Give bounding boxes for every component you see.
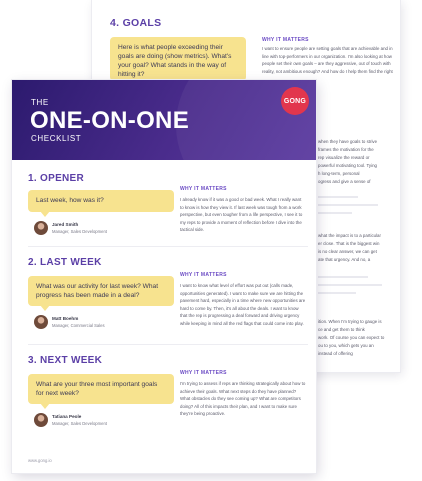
back-text-line <box>318 284 382 286</box>
person-name: Jared Smith <box>52 222 79 227</box>
back-text-fragment: powerful motivating tool. Tying <box>318 163 377 168</box>
person-role: Manager, Sales Development <box>52 229 107 234</box>
back-text-fragment: h long-term, personal <box>318 171 360 176</box>
back-text-line <box>318 292 356 294</box>
avatar <box>34 315 48 329</box>
back-text-fragment: ce and get them to think <box>318 327 365 332</box>
back-text-fragment: rep visualize the reward or <box>318 155 370 160</box>
back-text-fragment: ogress and give a sense of <box>318 179 371 184</box>
section-divider <box>28 246 308 247</box>
back-text-fragment: ate that urgency. And no, a <box>318 257 371 262</box>
section-title-next-week: 3. NEXT WEEK <box>28 355 103 366</box>
avatar <box>34 413 48 427</box>
why-label-last-week: WHY IT MATTERS <box>180 272 227 278</box>
back-text-fragment: is no clear answer, we can get <box>318 249 377 254</box>
why-text-next-week: I'm trying to assess if reps are thinking strategically about how to achieve their goals. What next steps do they have planned? What obstacles do they see coming up? What are competitors doing? All of this impacts their plan, and I want to make sure they're being proactive. <box>180 381 306 417</box>
goals-why-label: WHY IT MATTERS <box>262 37 309 43</box>
banner-subtitle: CHECKLIST <box>31 134 82 143</box>
back-text-line <box>318 196 358 198</box>
why-text-last-week: I want to know what level of effort was put out (calls made, opportunities generated). I want to make sure we are hitting the pavement hard, especially in a time where new opportunities are hard to come by. Then, it's all about the deals. I want to know that the rep is progressing a deal forward and driving urgency while keeping in mind all the red flags that could come into play. <box>180 283 306 326</box>
question-card-next-week: What are your three most important goals for next week? <box>28 374 174 404</box>
goals-section-title: 4. GOALS <box>110 17 162 29</box>
back-text-fragment: er close. That is the biggest win <box>318 241 380 246</box>
back-text-fragment: when they have goals to strive <box>318 139 378 144</box>
gong-logo-text: GONG <box>283 97 307 105</box>
section-divider <box>28 344 308 345</box>
person-role: Manager, Commercial Sales <box>52 323 105 328</box>
back-text-fragment: what the impact is to a particular <box>318 233 381 238</box>
why-text-opener: I already know if it was a good or bad week. What I really want to know is how they view it. If last week was tough from a work perspective, but even tougher from a life perspective, I see it to my reps to provide a moment of reflection before I dive into the tactical side. <box>180 197 303 233</box>
front-page <box>12 80 316 473</box>
question-card-last-week: What was our activity for last week? What progress has been made in a deal? <box>28 276 174 306</box>
banner-title: ONE-ON-ONE <box>30 107 189 134</box>
section-title-last-week: 2. LAST WEEK <box>28 257 102 268</box>
gong-logo <box>281 87 309 115</box>
person-name: Tatiana Peole <box>52 414 82 419</box>
person-role: Manager, Sales Development <box>52 421 107 426</box>
back-text-fragment: work. Of course you can expect to <box>318 335 385 340</box>
goals-question-bubble: Here is what people exceeding their goals are doing (show metrics). What's your goal? What stands in the way of hitting it? <box>110 37 246 81</box>
banner-the: THE <box>31 98 49 107</box>
back-text-fragment: ition. When I'm trying to gauge is <box>318 319 382 324</box>
checklist-banner <box>12 80 316 160</box>
back-text-fragment: ou to you, which gets you an <box>318 343 374 348</box>
back-text-fragment: instead of offering <box>318 351 353 356</box>
back-text-line <box>318 212 352 214</box>
back-text-line <box>318 276 368 278</box>
why-label-next-week: WHY IT MATTERS <box>180 370 227 376</box>
goals-why-text: I want to ensure people are setting goals that are achievable and in line with top-performers in our organization. I'm also looking at how people set their own goals – are they aggressive, out of touch with reality, not ambitious enough? And how do I help them find the right <box>262 46 393 74</box>
back-text-fragment: frames the motivation for the <box>318 147 374 152</box>
person-name: Matt Boehm <box>52 316 79 321</box>
section-title-opener: 1. OPENER <box>28 173 85 184</box>
question-card-opener: Last week, how was it? <box>28 190 174 212</box>
why-label-opener: WHY IT MATTERS <box>180 186 227 192</box>
footer-url: www.gong.io <box>28 458 52 463</box>
back-text-line <box>318 204 378 206</box>
avatar <box>34 221 48 235</box>
